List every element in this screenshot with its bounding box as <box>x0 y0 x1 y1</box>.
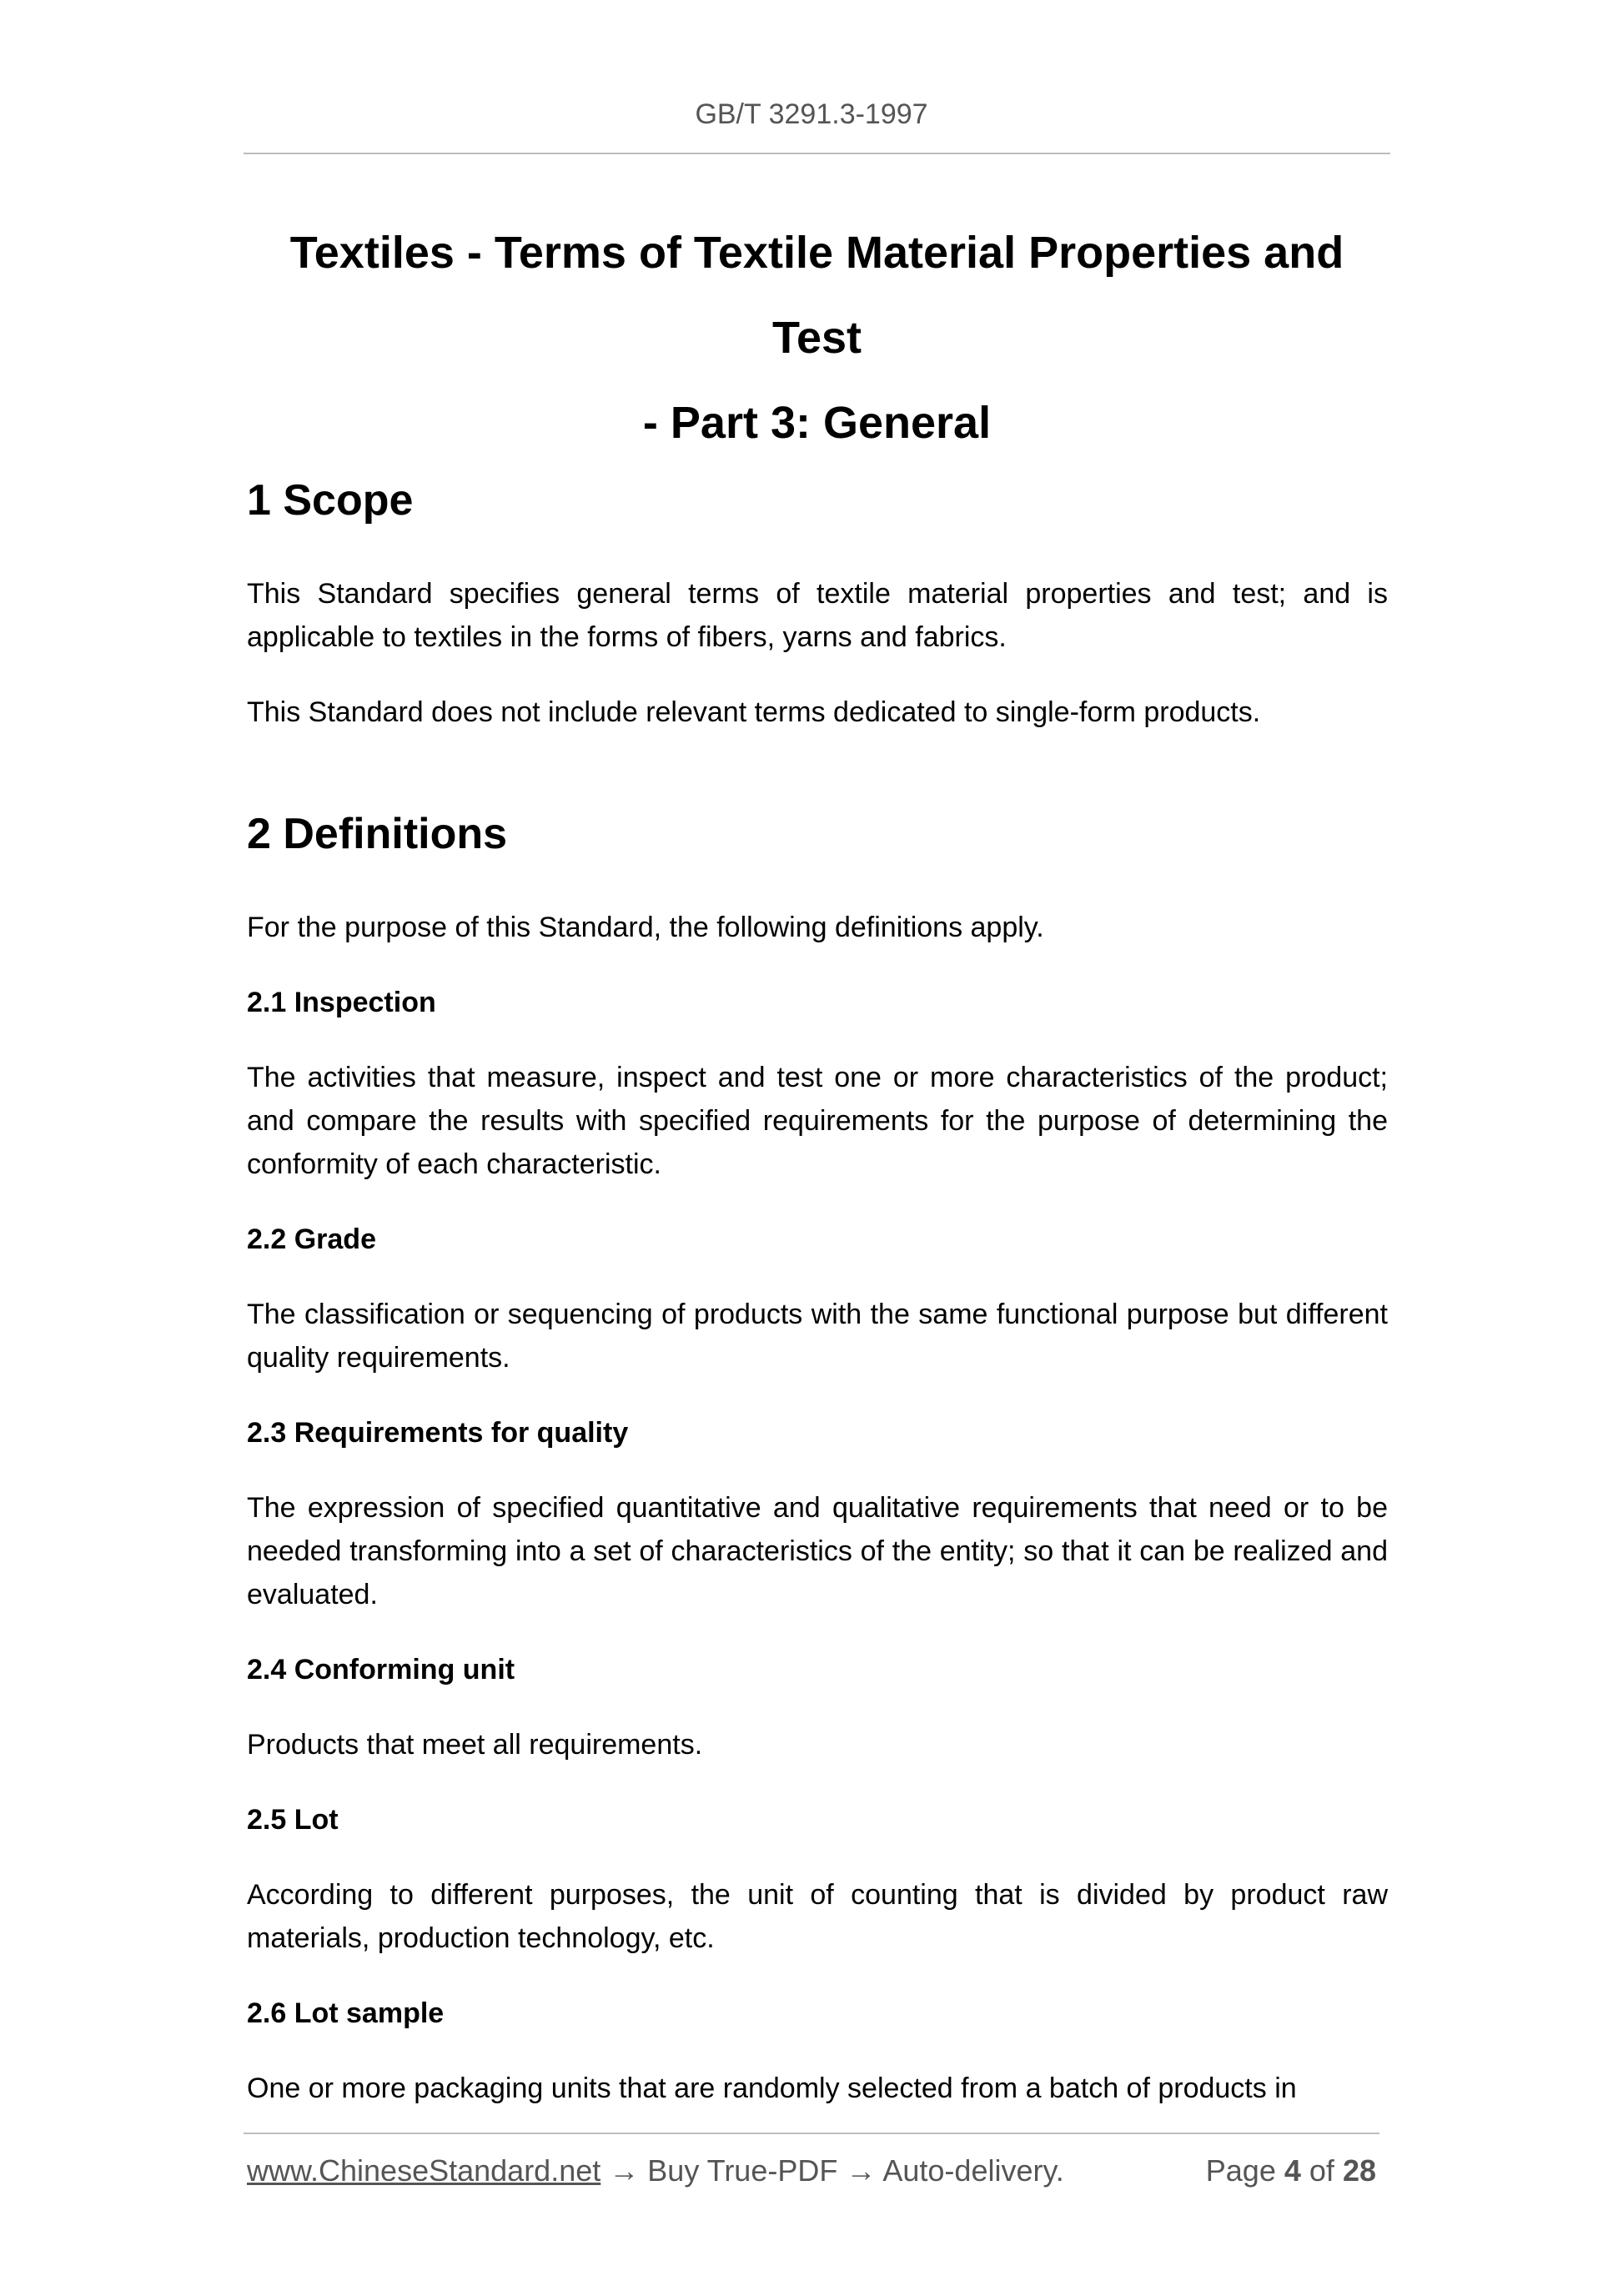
term-definition: The classification or sequencing of products with the same functional purpose but different quality requirements. <box>247 1299 1388 1374</box>
page-indicator <box>1206 2153 1376 2188</box>
page-total: 28 <box>1342 2153 1376 2188</box>
arrow-right-icon: → <box>846 2153 877 2188</box>
term-title: 2.4 Conforming unit <box>247 1654 515 1686</box>
term-definition: According to different purposes, the unit of counting that is divided by product raw materials, production technology, etc. <box>247 1879 1388 1954</box>
footer-divider <box>244 2133 1379 2134</box>
document-title <box>244 210 1390 465</box>
header-standard-code: GB/T 3291.3-1997 <box>695 98 928 130</box>
footer-buy-text: Buy True-PDF <box>647 2153 838 2188</box>
arrow-right-icon: → <box>609 2153 640 2188</box>
document-body <box>247 467 1388 2110</box>
term-definition: One or more packaging units that are randomly selected from a batch of products in <box>247 2072 1297 2104</box>
term-title: 2.5 Lot <box>247 1804 339 1836</box>
term-definition: The expression of specified quantitative and qualitative requirements that need or to be needed transforming into a set of characteristics of the entity; so that it can be realized and evaluated. <box>247 1492 1388 1610</box>
section-heading-definitions: 2 Definitions <box>247 810 508 858</box>
term-definition: Products that meet all requirements. <box>247 1729 703 1761</box>
footer-promo <box>247 2153 1064 2188</box>
term-title: 2.3 Requirements for quality <box>247 1417 629 1449</box>
term-title: 2.2 Grade <box>247 1223 376 1255</box>
definitions-intro: For the purpose of this Standard, the following definitions apply. <box>247 912 1044 943</box>
scope-paragraph-1: This Standard specifies general terms of textile material properties and test; and is applicable to textiles in the forms of fibers, yarns and fabrics. <box>247 578 1388 653</box>
footer-delivery-text: Auto-delivery. <box>882 2153 1064 2188</box>
website-link[interactable]: www.ChineseStandard.net <box>247 2153 601 2188</box>
term-title: 2.6 Lot sample <box>247 1997 445 2029</box>
document-title-line-2: - Part 3: General <box>642 398 992 448</box>
section-heading-scope: 1 Scope <box>247 476 414 525</box>
term-definition: The activities that measure, inspect and test one or more characteristics of the product; and compare the results with specified requirements for the purpose of determining the conformity of each characteristic. <box>247 1062 1388 1180</box>
of-label: of <box>1309 2153 1334 2188</box>
term-title: 2.1 Inspection <box>247 987 436 1018</box>
scope-paragraph-2: This Standard does not include relevant terms dedicated to single-form products. <box>247 696 1261 728</box>
document-title-line-1: Textiles - Terms of Textile Material Properties and Test <box>289 228 1344 363</box>
page-number: 4 <box>1284 2153 1301 2188</box>
page-label: Page <box>1205 2153 1276 2188</box>
header-divider <box>244 153 1390 154</box>
